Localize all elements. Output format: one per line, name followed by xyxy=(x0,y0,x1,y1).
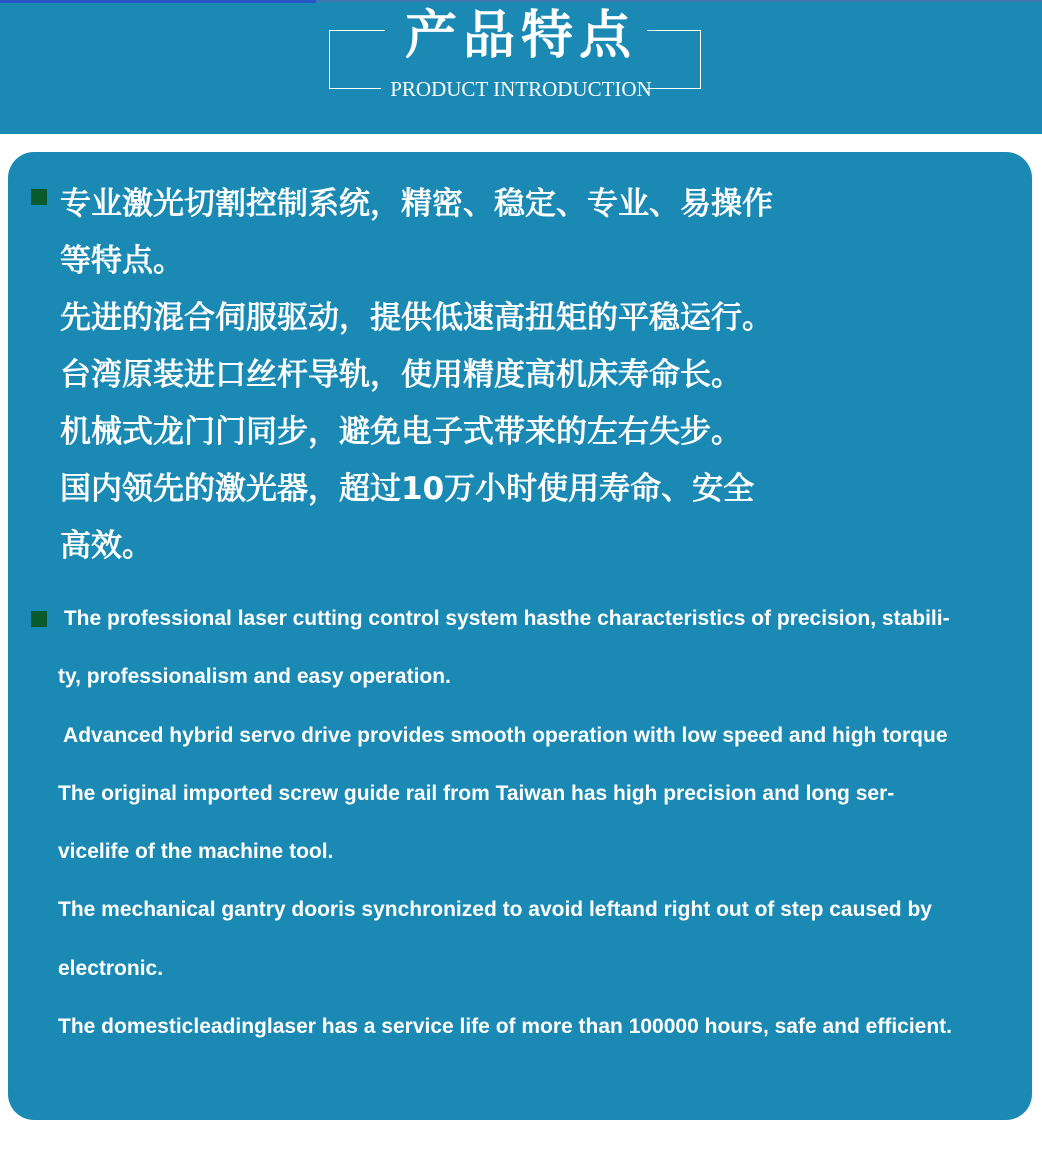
feature-line-en: The domesticleadinglaser has a service life of more than 100000 hours, safe and efficient. xyxy=(58,1015,952,1039)
features-english xyxy=(58,590,1018,1056)
page-title: 产品特点 xyxy=(404,6,637,66)
feature-line-en: ty, professionalism and easy operation. xyxy=(58,665,451,689)
feature-line-en: electronic. xyxy=(58,956,164,980)
page-subtitle: PRODUCT INTRODUCTION xyxy=(390,77,652,101)
feature-line-cn: 先进的混合伺服驱动，提供低速高扭矩的平稳运行。 xyxy=(60,300,773,336)
bullet-square-icon xyxy=(31,611,47,627)
features-chinese xyxy=(60,176,1020,575)
feature-line-cn: 专业激光切割控制系统，精密、稳定、专业、易操作 xyxy=(60,186,773,222)
feature-line-en: The original imported screw guide rail from Taiwan has high precision and long ser- xyxy=(58,781,895,805)
feature-line-cn: 机械式龙门门同步，避免电子式带来的左右失步。 xyxy=(60,414,742,450)
feature-line-en: The mechanical gantry dooris synchronized to avoid leftand right out of step caused by xyxy=(58,898,932,922)
header-banner xyxy=(0,0,1042,134)
feature-line-en: The professional laser cutting control system hasthe characteristics of precision, stabili- xyxy=(58,607,950,630)
bullet-square-icon xyxy=(31,189,47,205)
feature-line-cn: 高效。 xyxy=(60,528,153,564)
feature-line-en: Advanced hybrid servo drive provides smooth operation with low speed and high torque xyxy=(58,723,948,747)
feature-line-cn: 等特点。 xyxy=(60,243,184,279)
feature-line-cn: 台湾原装进口丝杆导轨，使用精度高机床寿命长。 xyxy=(60,357,742,393)
feature-line-cn: 国内领先的激光器，超过10万小时使用寿命、安全 xyxy=(60,471,755,507)
header-top-accent xyxy=(0,0,316,3)
feature-line-en: vicelife of the machine tool. xyxy=(58,840,334,864)
